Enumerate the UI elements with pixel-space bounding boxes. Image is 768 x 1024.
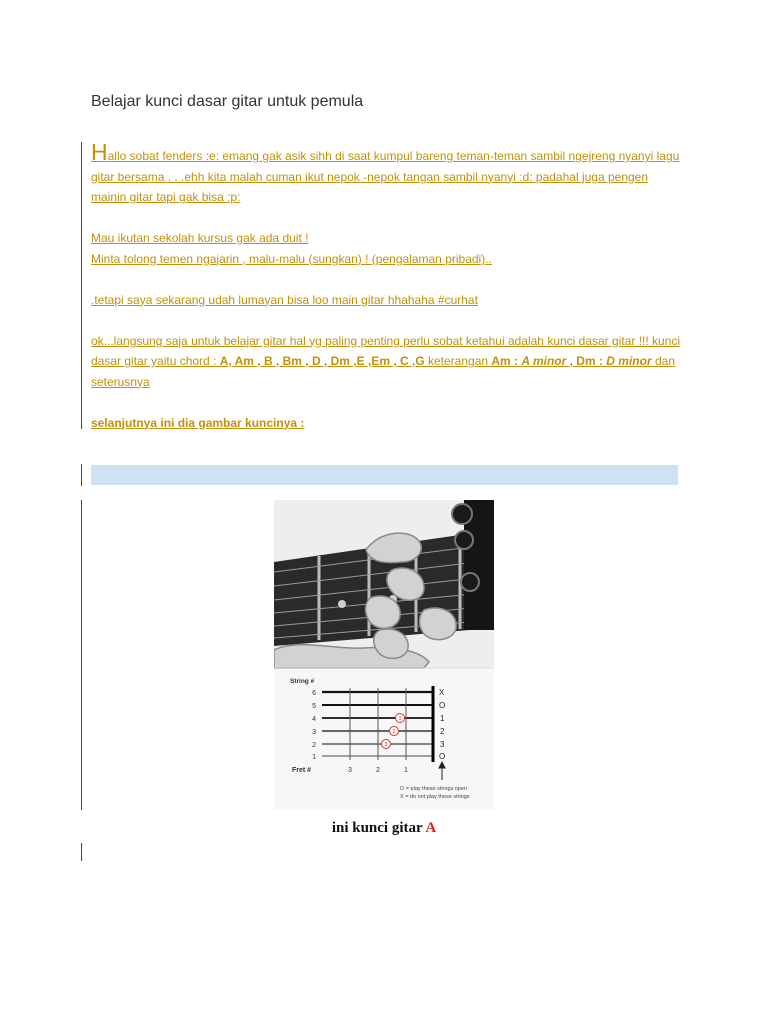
string-number: 3 <box>312 729 316 736</box>
figure-caption <box>274 820 494 837</box>
am-label: Am : <box>491 354 522 368</box>
legend-mute: X = do not play these strings <box>400 794 470 800</box>
caption-text: ini kunci gitar <box>331 820 426 836</box>
chord-separator: , <box>566 354 577 368</box>
post-body <box>91 139 681 433</box>
string-number: 1 <box>312 754 316 761</box>
paragraph-intro[interactable] <box>91 139 681 208</box>
dm-label: Dm : <box>576 354 607 368</box>
chords-rest: dan seterusnya <box>91 354 675 389</box>
string-mark: 1 <box>440 714 445 723</box>
left-rule-top <box>81 142 82 429</box>
paragraph-curhat[interactable]: .tetapi saya sekarang udah lumayan bisa loo main gitar hhahaha #curhat <box>91 292 478 307</box>
string-mark: X <box>439 688 445 697</box>
fret-number: 3 <box>348 767 352 774</box>
paragraph-chords[interactable] <box>91 331 681 393</box>
chord-figure <box>274 500 494 810</box>
left-rule-bottom <box>81 843 82 861</box>
left-rule-mid <box>81 464 82 486</box>
paragraph-minta[interactable]: Minta tolong temen ngajarin , malu-malu (sungkan) ! (pengalaman pribadi).. <box>91 251 492 266</box>
intro-text: allo sobat fenders :e: emang gak asik sihh di saat kumpul bareng teman-teman sambil ngejreng nyanyi lagu gitar bersama . . .ehh kita malah cuman ikut nepok -nepok tangan sambil nyanyi :d: padahal juga pengen mainin gitar tapi gak bisa :p: <box>91 149 680 204</box>
drop-cap: H <box>91 139 108 165</box>
fret-number: 2 <box>376 767 380 774</box>
keterangan-label: keterangan <box>428 354 492 368</box>
a-minor-text: A minor <box>521 354 567 368</box>
finger-number: 3 <box>384 742 388 748</box>
d-minor-text: D minor <box>606 354 652 368</box>
string-number: 5 <box>312 703 316 710</box>
string-number: 6 <box>312 690 316 697</box>
string-number: 2 <box>312 742 316 749</box>
string-header: String # <box>290 678 315 685</box>
legend-open: O = play these strings open <box>400 786 468 792</box>
chords-intro: ok...langsung saja untuk belajar gitar hal yg paling penting perlu sobat ketahui adalah kunci dasar gitar !!! kunci dasar gitar yaitu chord : <box>91 333 681 368</box>
paragraph-kursus[interactable]: Mau ikutan sekolah kursus gak ada duit ! <box>91 231 309 245</box>
chord-image <box>274 500 494 810</box>
section-banner <box>91 465 678 485</box>
paragraph-gambar[interactable]: selanjutnya ini dia gambar kuncinya : <box>91 415 305 430</box>
string-mark: O <box>439 701 446 710</box>
chord-list: A, Am , B , Bm , D , Dm ,E ,Em , C ,G <box>219 354 428 368</box>
string-mark: O <box>439 752 446 761</box>
finger-number: 1 <box>398 716 402 722</box>
string-number: 4 <box>312 716 316 723</box>
fret-label: Fret # <box>292 767 312 774</box>
string-mark: 3 <box>440 740 445 749</box>
fret-number: 1 <box>404 767 408 774</box>
string-mark: 2 <box>440 727 445 736</box>
left-rule-figure <box>81 500 82 810</box>
finger-number: 2 <box>392 729 396 735</box>
caption-accent: A <box>425 820 437 836</box>
page-title: Belajar kunci dasar gitar untuk pemula <box>91 93 364 110</box>
